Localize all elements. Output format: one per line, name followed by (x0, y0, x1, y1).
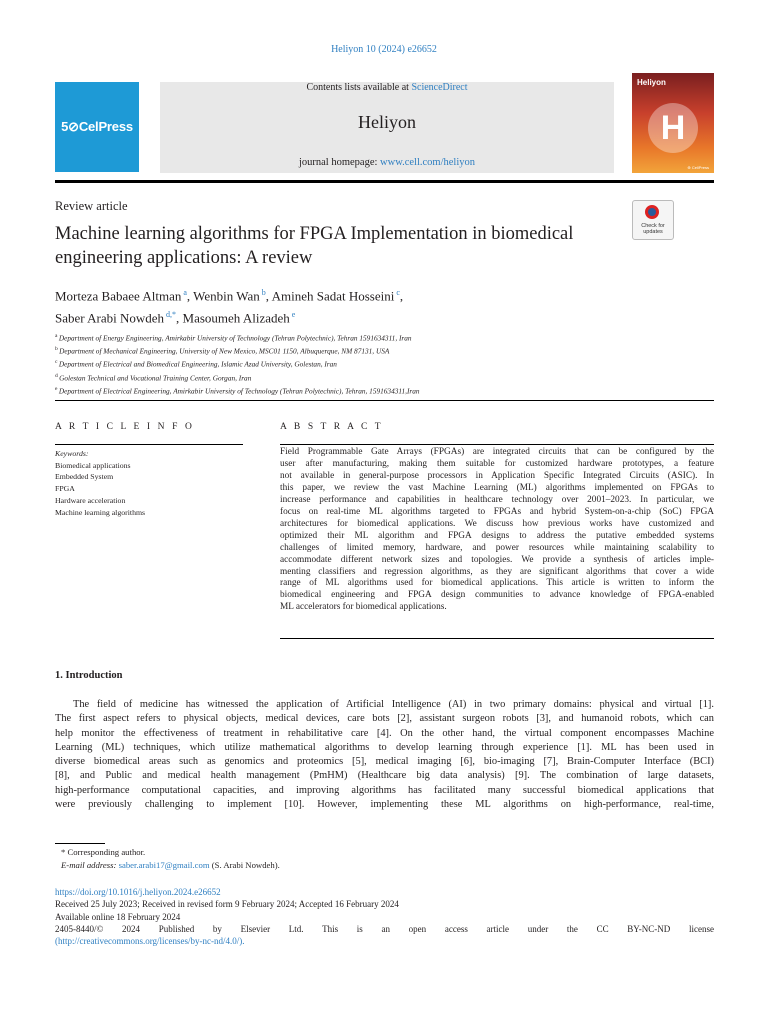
author-name[interactable]: Amineh Sadat Hosseini (271, 288, 395, 304)
cover-footer: ⊕ CellPress (687, 165, 709, 170)
text-line: The first aspect refers to physical objects, medical devices, care bots [2], assistant surgeon robots [3], and humanoid robots, which can (55, 713, 714, 725)
journal-cover-image[interactable] (632, 73, 714, 173)
author-name[interactable]: Morteza Babaee Altman (55, 288, 182, 304)
text-line: help monitor the effectiveness of treatment in rehabilitative care [4]. On the other hand, the virtual component encompasses Machine (55, 727, 714, 739)
keyword-item: FPGA (55, 484, 75, 494)
affiliation-item (55, 371, 695, 384)
author-affiliation-marker[interactable]: e (289, 310, 296, 320)
keyword-item: Hardware acceleration (55, 495, 126, 505)
header-rule (55, 180, 714, 183)
introduction-text (55, 698, 714, 812)
author-separator: , (186, 288, 194, 304)
keywords-block (55, 448, 145, 518)
introduction-heading: 1. Introduction (55, 670, 123, 681)
license-link[interactable]: (http://creativecommons.org/licenses/by-nc-nd/4.0/). (55, 936, 245, 947)
text-line: not available in general-purpose processors in Application Specific Integrated Circuits (ASIC). In (280, 470, 714, 481)
keyword-item: Embedded System (55, 472, 114, 482)
keyword-item: Biomedical applications (55, 460, 131, 470)
doi-link[interactable]: https://doi.org/10.1016/j.heliyon.2024.e26652 (55, 887, 221, 897)
text-line: focus on real-time ML algorithms targeted to FPGAs and hybrid System-on-a-chip (SoC) FPGA (280, 506, 714, 517)
affiliation-marker: c (55, 359, 59, 366)
homepage-line (160, 157, 614, 168)
homepage-prefix: journal homepage: (298, 157, 381, 168)
keywords-list (55, 460, 145, 519)
text-line: this paper, we review the vast Machine Learning (ML) algorithms implemented on FPGAs to (280, 482, 714, 493)
text-line: high-performance computational capacities, and improving algorithms has facilitated many successful biomedical applications that (55, 784, 714, 796)
license-line: 2405-8440/© 2024 Published by Elsevier Ltd. This is an open access article under the CC BY-NC-ND license (55, 923, 714, 934)
affiliation-list (55, 331, 695, 397)
affiliation-text: Department of Electrical Engineering, Amirkabir University of Technology (Tehran Polytechnic), Tehran, 1591634311,Iran (58, 386, 420, 396)
cellpress-logo-text: 5⊘CelPress (61, 119, 133, 134)
author-separator: , (176, 310, 183, 326)
journal-homepage-link[interactable]: www.cell.com/heliyon (380, 157, 476, 168)
author-name[interactable]: Wenbin Wan (193, 288, 260, 304)
cover-logo (648, 103, 698, 153)
text-line: increase performance and capabilities in healthcare technology over 2001–2023. In particular, we (280, 494, 714, 505)
footnote-rule (55, 843, 105, 844)
email-label: E-mail address: (61, 859, 119, 870)
author-affiliation-marker[interactable]: b (259, 288, 266, 297)
author-affiliation-marker[interactable]: a (181, 288, 187, 297)
bookmark-icon (645, 205, 659, 219)
journal-masthead (160, 82, 614, 173)
affiliation-marker: a (55, 333, 59, 339)
affiliation-item (55, 331, 695, 344)
received-dates: Received 25 July 2023; Received in revised form 9 February 2024; Accepted 16 February 2024 (55, 899, 399, 910)
journal-title: Heliyon (358, 112, 416, 132)
affiliation-item (55, 344, 695, 357)
cover-letter: H (660, 108, 686, 147)
abstract-heading: A B S T R A C T (280, 422, 384, 432)
affiliation-text: Golestan Technical and Vocational Training Center, Gorgan, Iran (59, 373, 252, 383)
corresponding-note: * Corresponding author. (61, 847, 146, 857)
author-separator: , (399, 288, 404, 304)
available-online: Available online 18 February 2024 (55, 911, 181, 922)
author-email-link[interactable]: saber.arabi17@gmail.com (118, 859, 210, 870)
abstract-rule (280, 444, 714, 445)
journal-reference[interactable]: Heliyon 10 (2024) e26652 (331, 44, 437, 55)
text-line: optimized their ML algorithm and FPGA designs to address the putative embedded systems (280, 530, 714, 541)
email-suffix: (S. Arabi Nowdeh). (209, 859, 280, 870)
author-affiliation-marker[interactable]: c (394, 288, 400, 297)
affiliation-text: Department of Energy Engineering, Amirkabir University of Technology (Tehran Polytechnic), Tehran 1591634311, Iran (58, 333, 412, 343)
affiliation-text: Department of Electrical and Biomedical Engineering, Islamic Azad University, Golestan, Iran (58, 359, 337, 369)
abstract-bottom-rule (280, 638, 714, 639)
text-line: were previously challenging to implement [10]. However, implementing these ML algorithms on high-performance, real-time, (55, 799, 714, 811)
check-updates-label: Check for updates (641, 223, 665, 235)
paper-title: Machine learning algorithms for FPGA Implementation in biomedical engineering applications: A review (55, 224, 574, 268)
cover-title: Heliyon (637, 78, 666, 87)
text-line: accommodate different network sizes and topologies. We provide a synthesis of articles imple- (280, 554, 714, 565)
text-line: Learning (ML) techniques, which utilize mathematical algorithms to develop learning through experience [1]. ML has been used in (55, 741, 714, 753)
text-line: The field of medicine has witnessed the application of Artificial Intelligence (AI) in two primary domains: physical and virtual [1]. (73, 699, 714, 710)
author-list (55, 283, 615, 328)
sciencedirect-link[interactable]: ScienceDirect (411, 82, 468, 93)
author-name[interactable]: Masoumeh Alizadeh (182, 310, 290, 326)
text-line: range of ML algorithms used for biomedical applications. This article is written to inform the (280, 578, 714, 589)
text-line: Field Programmable Gate Arrays (FPGAs) are integrated circuits that can be configured by the (280, 447, 714, 457)
text-line: ML accelerators for biomedical applications. (280, 602, 447, 613)
keyword-item: Machine learning algorithms (55, 507, 146, 517)
section-rule (55, 400, 714, 401)
text-line: [8], and Public and medical health management (PmHM) (Healthcare big data analysis) [9]. The combination of large datasets, (55, 770, 714, 782)
affiliation-text: Department of Mechanical Engineering, University of New Mexico, MSC01 1150, Albuquerque, NM 87131, USA (59, 346, 390, 356)
publication-info (55, 886, 714, 947)
text-line: user after manufacturing, making them suitable for customized hardware prototypes, a feature (280, 458, 714, 469)
text-line: architectures for biomedical applications. We discuss how previous works have customized and (280, 518, 714, 529)
email-line (55, 859, 280, 872)
contents-line (160, 82, 614, 93)
abstract-text (280, 447, 714, 614)
author-separator: , (265, 288, 272, 304)
article-info-heading: A R T I C L E I N F O (55, 422, 195, 432)
author-affiliation-marker[interactable]: d,* (164, 310, 177, 320)
text-line: menting classifiers and regression algorithms, as they are significant algorithms that cover a wide (280, 566, 714, 577)
affiliation-marker: d (55, 372, 60, 379)
author-name[interactable]: Saber Arabi Nowdeh (55, 310, 165, 326)
cellpress-logo (55, 82, 139, 172)
text-line: challenges of limited memory, hardware, and power resources while maintaining scalability to (280, 542, 714, 553)
affiliation-item (55, 384, 695, 397)
affiliation-marker: e (55, 385, 59, 392)
text-line: biomedical engineering and FPGA design communities to advance knowledge of FPGA-enabled (280, 590, 714, 601)
check-for-updates-badge[interactable] (632, 200, 674, 240)
article-info-rule (55, 444, 243, 445)
affiliation-item (55, 357, 695, 370)
keywords-label: Keywords: (55, 449, 89, 458)
article-type: Review article (55, 199, 128, 213)
contents-prefix: Contents lists available at (306, 82, 412, 93)
affiliation-marker: b (55, 346, 60, 353)
text-line: diverse biomedical areas such as genomics and proteomics [5], medical imaging [6], bio-imaging [7], Brain-Computer Interface (BCI) (55, 756, 714, 768)
footnote (55, 846, 280, 871)
